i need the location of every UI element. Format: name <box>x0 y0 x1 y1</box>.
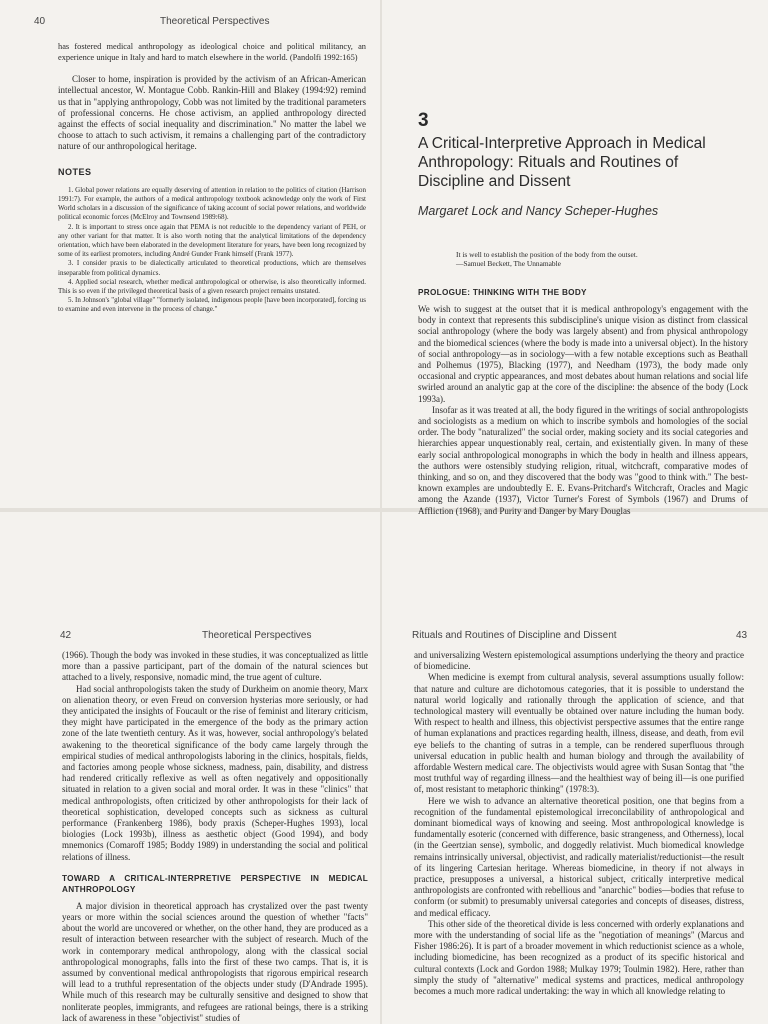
paragraph: and universalizing Western epistemological assumptions underlying the theory and practice of biomedicine. <box>414 650 744 672</box>
page-body <box>414 650 744 997</box>
running-head: Rituals and Routines of Discipline and Dissent <box>412 630 617 641</box>
chapter-number: 3 <box>418 110 429 131</box>
paragraph: We wish to suggest at the outset that it is medical anthropology's engagement with the body in context that represents this subdiscipline's unique vision as distinct from classical social anthropology (where the body was largely absent) and from physical anthropology and the biomedical sciences (where the body is made into a universal object). In the history of social anthropology—as in sociology—with a few notable exceptions such as Beathall and Polhemus (1975), Blacking (1977), and Needham (1973), the body made only occasional and cryptic appearances, and most debates about human relations and social life swirled around an analytic gap at the core of the discipline: the absence of the body (Lock 1993a). <box>418 304 748 404</box>
page-number: 42 <box>60 630 72 641</box>
paragraph: A major division in theoretical approach has crystalized over the past twenty years or more within the social sciences around the question of whether "facts" about the world are uncovered or whether, on the other hand, they are produced as a result of interaction between researcher with the subject of research. Much of the work in contemporary medical anthropology, along with the classical social anthropological monographs, falls into the first of these two camps. That is, it is assumed by conventional medical anthropologists that rigorous empirical research will lead to a truthful representation of the objects under study (D'Andrade 1995). While much of this research may be culturally sensitive and designed to show that nonliterate peoples, immigrants, and refugees are rational beings, there is a striking lack of awareness in these "objectivist" studies of <box>62 900 368 1023</box>
epigraph-source: —Samuel Beckett, The Unnamable <box>456 259 561 269</box>
section-heading: TOWARD A CRITICAL-INTERPRETIVE PERSPECTIVE IN MEDICAL ANTHROPOLOGY <box>62 873 368 894</box>
paragraph: Had social anthropologists taken the study of Durkheim on anomie theory, Marx on alienation theory, or even Freud on conversion hysterias more seriously, or had they anticipated the insights of Foucault or the rise of feminist and literary criticism, they might have participated in the emergence of the body as the primary action zone of the late twentieth century. As it was, however, social anthropology's belated awakening to the theoretical significance of the body came largely through the empirical studies of medical anthropologists laboring in the clinics, hospitals, fields, and factories among people whose sickness, madness, pain, disability, and distress had rendered critically reflexive as well as often negatively and oppositionally situated in relation to a given social and moral order. It was in these "clinics" that medical anthropologists, often criticized by other anthropologists for their lack of theoretical sophistication, developed concepts such as sickness as cultural performance (Frankenberg 1986), body praxis (Scheper-Hughes 1993), local biologies (Lock 1993b), illness as aesthetic object (Good 1994), and body mnemonics (Comaroff 1985; Boddy 1989) in understanding the social and political relations of illness. <box>62 683 368 862</box>
paragraph: When medicine is exempt from cultural analysis, several assumptions usually follow: that nature and culture are dichotomous categories, that it is possible to understand the natural world logically and rationally through the application of science, and that technological mastery will eventually be obtained over nature including the human body. With respect to health and illness, this objectivist perspective assumes that the entire range of human explanations and practices regarding health, illness, disease, and death, from evil eye beliefs to the chanting of sutras in a temple, can be rendered superfluous through universal education in public health and human biology and through the availability of affordable Western medical care. The objectivists would agree with Susan Sontag that "the most truthful way of regarding illness—and the healthiest way of being ill—is one purified of, most resistant to metaphoric thinking" (1978:3). <box>414 672 744 795</box>
page-body <box>418 304 748 517</box>
note: 4. Applied social research, whether medical anthropological or otherwise, is also theoretically informed. This is so even if the privileged theoretical basis of a given research project remains unstated. <box>58 277 366 296</box>
page-number: 40 <box>34 16 46 27</box>
section-heading: PROLOGUE: THINKING WITH THE BODY <box>418 288 587 297</box>
epigraph-text: It is well to establish the position of the body from the outset. <box>456 250 638 259</box>
page-43 <box>382 512 768 1024</box>
chapter-title: A Critical-Interpretive Approach in Medical Anthropology: Rituals and Routines of Discipline and Dissent <box>418 135 706 190</box>
page-number: 43 <box>736 630 748 641</box>
note: 5. In Johnson's "global village" "formerly isolated, indigenous people [have been incorporated], forcing us to examine and even intervene in the process of change." <box>58 296 366 314</box>
notes-heading: NOTES <box>58 166 92 177</box>
running-head: Theoretical Perspectives <box>160 16 270 27</box>
paragraph: Here we wish to advance an alternative theoretical position, one that begins from a recognition of the fundamental epistemological irreconcilability of anthropological and dominant biomedical ways of knowing and seeing. Most anthropological knowledge is fundamentally esoteric (concerned with difference, basic strangeness, and Otherness), local (in the Geertzian sense), symbolic, and doggedly relativist. Much biomedical knowledge remains intrinsically universal, objectivist, and radically materialist/reductionist—the result of its lingering Cartesian heritage. Whereas biomedicine, in theory if not always in practice, presupposes a universal, a historical subject, critically interpretive medical anthropologists are confronted with rebellious and "anarchic" bodies—bodies that refuse to conform (or submit) to presumably universal categories and concepts of diseases, distress, and medical efficacy. <box>414 795 744 918</box>
notes-list <box>58 186 366 315</box>
page-41 <box>382 0 768 516</box>
page-42 <box>0 512 380 1024</box>
paragraph: This other side of the theoretical divide is less concerned with orderly explanations and more with the understanding of social life as the "negotiation of meanings" (Marcus and Fisher 1986:26). It is part of a broader movement in which reductionist science as a whole, including biomedicine, has been recognized as a product of its specific historical and cultural contexts (Lock and Gordon 1988; Mulkay 1979; Toulmin 1982). Here, rather than simply the study of "alternative" medical systems and practices, medical anthropology becomes a much more radical undertaking: the way in which all knowledge relating to <box>414 918 744 997</box>
chapter-authors: Margaret Lock and Nancy Scheper-Hughes <box>418 204 659 218</box>
epigraph <box>456 250 746 269</box>
paragraph: (1966). Though the body was invoked in these studies, it was conceptualized as little more than a passive participant, part of the domain of the natural sciences but attached to a lively, responsive, nomadic mind, the true agent of culture. <box>62 650 368 683</box>
page-body <box>62 650 368 1024</box>
block-quote-end: has fostered medical anthropology as ideological choice and political militancy, an experience unique in Italy and hard to match elsewhere in the world. (Pandolfi 1992:165) <box>58 42 366 62</box>
note: 1. Global power relations are equally deserving of attention in relation to the politics of citation (Harrison 1991:7). For example, the authors of a medical anthropology textbook acknowledge only the work of First World scholars in a discussion of the significance of taking account of social power relations, and worldwide political economic forces (McElroy and Townsend 1989:68). <box>58 185 366 222</box>
paragraph: Closer to home, inspiration is provided by the activism of an African-American intellectual ancestor, W. Montague Cobb. Rankin-Hill and Blakey (1994:92) remind us that in "applying anthropology, Cobb was not limited by the traditional parameters of professional concerns. He chose activism, an applied anthropology directed against the effects of social inequality and discrimination." No matter the label we choose to attach to such activism, it remains a challenging part of the contradictory nature of our anthropological heritage. <box>58 74 366 152</box>
running-head: Theoretical Perspectives <box>202 630 312 641</box>
note: 3. I consider praxis to be dialectically articulated to theoretical productions, which are themselves inseparable from political dynamics. <box>58 259 366 277</box>
paragraph: Insofar as it was treated at all, the body figured in the writings of social anthropologists and sociologists as a medium on which to inscribe symbols and homologies of the social order. The body "naturalized" the social order, making society and its social categories and hierarchies appear unquestionably real, certain, and existentially given. In many of these early social anthropological monographs in which the body in health and illness appears, the authors were ostensibly studying religion, ritual, witchcraft, comparative modes of thinking, and so on, and they discovered that the body was "good to think with." The best-known examples are undoubtedly E. E. Evans-Pritchard's Witchcraft, Oracles and Magic among the Azande (1937), Victor Turner's Forest of Symbols (1967) and Drums of Affliction (1968), and Purity and Danger by Mary Douglas <box>418 404 748 516</box>
note: 2. It is important to stress once again that PEMA is not reducible to the dependency variant of PEH, or any other variant for that matter. It is also worth noting that the analytical limitations of the dependency orientation, which have been elaborated in the development literature for years, have been long recognized by some of its earliest promoters, including André Gunder Frank himself (Frank 1977). <box>58 222 366 259</box>
page-40 <box>0 0 380 508</box>
page-body <box>58 42 366 315</box>
